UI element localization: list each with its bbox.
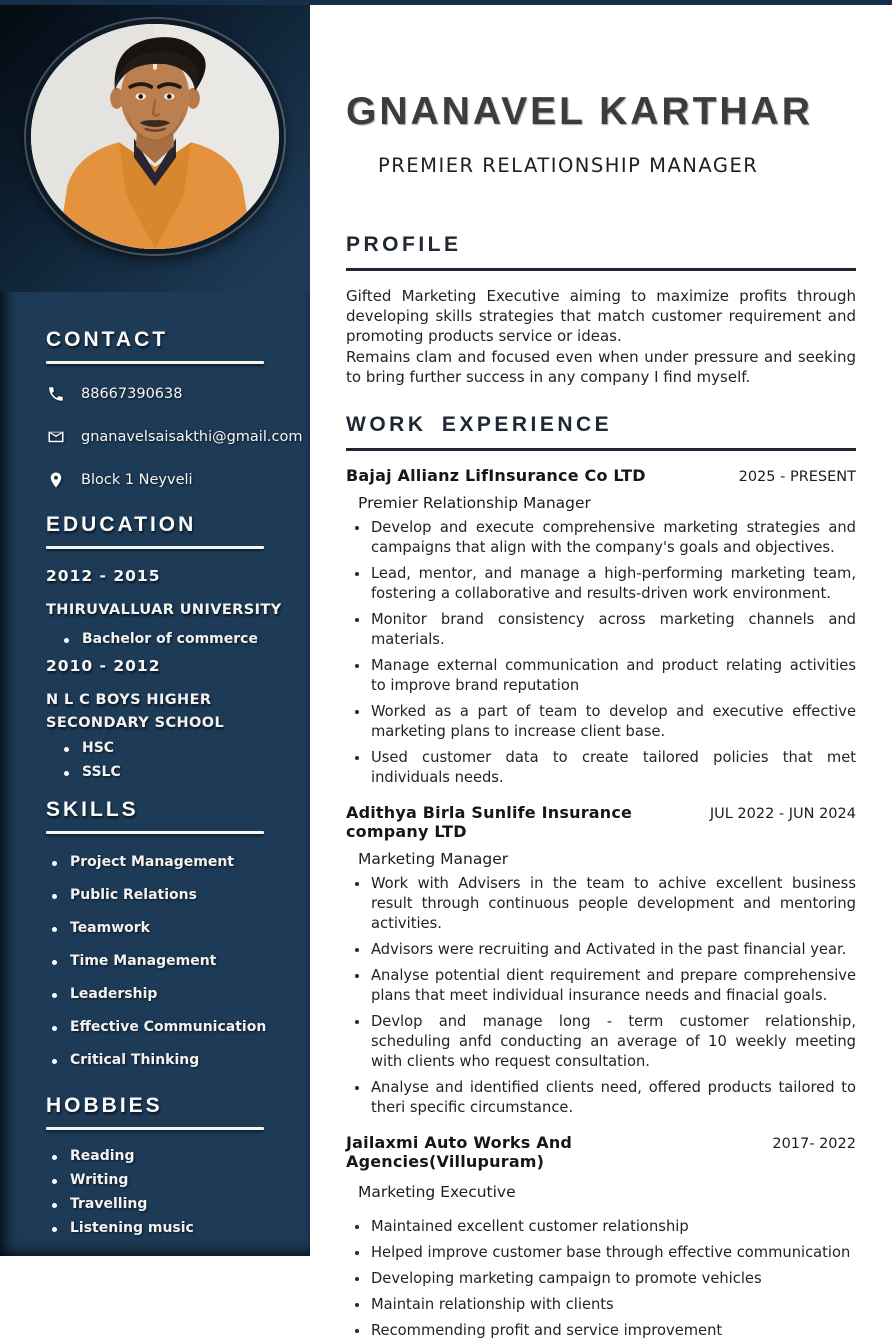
email-address: gnanavelsaisakthi@gmail.com xyxy=(81,428,303,445)
location-text: Block 1 Neyveli xyxy=(81,471,193,488)
job-entry xyxy=(346,466,856,788)
hobbies-section xyxy=(46,1094,284,1236)
skill-item: Time Management xyxy=(46,953,284,969)
work-experience-heading: WORK EXPERIENCE xyxy=(346,413,613,437)
hobby-item: Writing xyxy=(46,1172,284,1188)
job-dates: 2025 - PRESENT xyxy=(738,468,856,485)
profile-heading: PROFILE xyxy=(346,233,462,256)
education-years: 2010 - 2012 xyxy=(46,657,161,676)
job-role: Marketing Manager xyxy=(358,849,509,868)
job-bullet: Worked as a part of team to develop and executive effective marketing plans to increase client base. xyxy=(346,702,856,742)
skill-item: Project Management xyxy=(46,854,284,870)
job-bullet: Devlop and manage long - term customer relationship, scheduling anfd conducting an average of 10 weekly meeting with clients who request consultation. xyxy=(346,1012,856,1072)
job-dates: JUL 2022 - JUN 2024 xyxy=(709,805,856,822)
skill-item: Critical Thinking xyxy=(46,1052,284,1068)
job-bullet: Advisors were recruiting and Activated in the past financial year. xyxy=(346,940,856,960)
job-bullet: Developing marketing campaign to promote vehicles xyxy=(346,1269,856,1289)
profile-paragraph: Remains clam and focused even when under pressure and seeking to bring further success in any company I find myself. xyxy=(346,347,856,387)
candidate-name: GNANAVEL KARTHAR xyxy=(346,90,813,133)
job-bullet: Helped improve customer base through effective communication xyxy=(346,1243,856,1263)
job-bullet: Work with Advisers in the team to achive excellent business result through continuous people development and mentoring activities. xyxy=(346,874,856,934)
job-bullet: Manage external communication and product relating activities to improve brand reputation xyxy=(346,656,856,696)
hobbies-underline xyxy=(46,1127,264,1130)
job-entry xyxy=(346,1133,856,1341)
contact-email-row xyxy=(46,427,303,446)
job-bullet: Monitor brand consistency across marketing channels and materials. xyxy=(346,610,856,650)
contact-underline xyxy=(46,361,264,364)
job-dates: 2017- 2022 xyxy=(772,1135,856,1152)
profile-section xyxy=(346,233,856,387)
skill-item: Leadership xyxy=(46,986,284,1002)
email-icon xyxy=(46,427,65,446)
education-school: THIRUVALLUAR UNIVERSITY xyxy=(46,602,282,618)
job-bullet: Maintained excellent customer relationship xyxy=(346,1217,856,1237)
job-bullet: Used customer data to create tailored policies that met individuals needs. xyxy=(346,748,856,788)
skill-item: Teamwork xyxy=(46,920,284,936)
profile-heading-rule xyxy=(346,268,856,271)
candidate-job-title: PREMIER RELATIONSHIP MANAGER xyxy=(378,154,759,177)
skills-title: SKILLS xyxy=(46,798,139,822)
job-bullet: Analyse potential dient requirement and prepare comprehensive plans that meet individual insurance needs and finacial goals. xyxy=(346,966,856,1006)
profile-paragraph: Gifted Marketing Executive aiming to maximize profits through developing skills strategies that match customer requirement and promoting products service or ideas. xyxy=(346,286,856,346)
sidebar xyxy=(0,0,310,1256)
contact-location-row xyxy=(46,470,284,489)
work-heading-rule xyxy=(346,448,856,451)
hobby-item: Listening music xyxy=(46,1220,284,1236)
education-school: N L C BOYS HIGHER SECONDARY SCHOOL xyxy=(46,692,225,731)
hobbies-title: HOBBIES xyxy=(46,1094,163,1118)
skill-item: Public Relations xyxy=(46,887,284,903)
skills-section xyxy=(46,798,284,1068)
hobby-item: Travelling xyxy=(46,1196,284,1212)
skill-item: Effective Communication xyxy=(46,1019,284,1035)
profile-photo xyxy=(26,19,284,254)
phone-icon xyxy=(46,384,65,403)
photo-section xyxy=(0,0,310,292)
job-bullet: Maintain relationship with clients xyxy=(346,1295,856,1315)
contact-title: CONTACT xyxy=(46,328,169,351)
company-name: Bajaj Allianz LifInsurance Co LTD xyxy=(346,465,646,485)
hobby-item: Reading xyxy=(46,1148,284,1164)
education-detail: HSC xyxy=(58,740,284,756)
phone-number: 88667390638 xyxy=(81,385,183,402)
skills-underline xyxy=(46,831,264,834)
job-bullet: Lead, mentor, and manage a high-performing marketing team, fostering a collaborative and results-driven work environment. xyxy=(346,564,856,604)
work-experience-section xyxy=(346,413,856,1340)
education-underline xyxy=(46,546,264,549)
company-name: Adithya Birla Sunlife Insurance company LTD xyxy=(346,802,633,841)
location-icon xyxy=(46,470,65,489)
job-bullet: Develop and execute comprehensive marketing strategies and campaigns that align with the company's goals and objectives. xyxy=(346,518,856,558)
education-section xyxy=(46,513,284,780)
education-years: 2012 - 2015 xyxy=(46,567,161,585)
job-bullet: Recommending profit and service improvement xyxy=(346,1321,856,1341)
job-entry xyxy=(346,803,856,1118)
main-column xyxy=(310,0,892,1339)
top-border-strip xyxy=(0,0,892,5)
job-role: Premier Relationship Manager xyxy=(358,493,591,512)
education-title: EDUCATION xyxy=(46,513,197,536)
education-detail: Bachelor of commerce xyxy=(58,631,284,647)
job-role: Marketing Executive xyxy=(358,1182,516,1201)
education-detail: SSLC xyxy=(58,764,284,780)
job-bullet: Analyse and identified clients need, offered products tailored to theri specific circumstance. xyxy=(346,1078,856,1118)
contact-section xyxy=(46,328,303,489)
company-name: Jailaxmi Auto Works And Agencies(Villupuram) xyxy=(346,1132,573,1171)
portrait-illustration xyxy=(31,24,279,249)
contact-phone-row xyxy=(46,384,284,403)
